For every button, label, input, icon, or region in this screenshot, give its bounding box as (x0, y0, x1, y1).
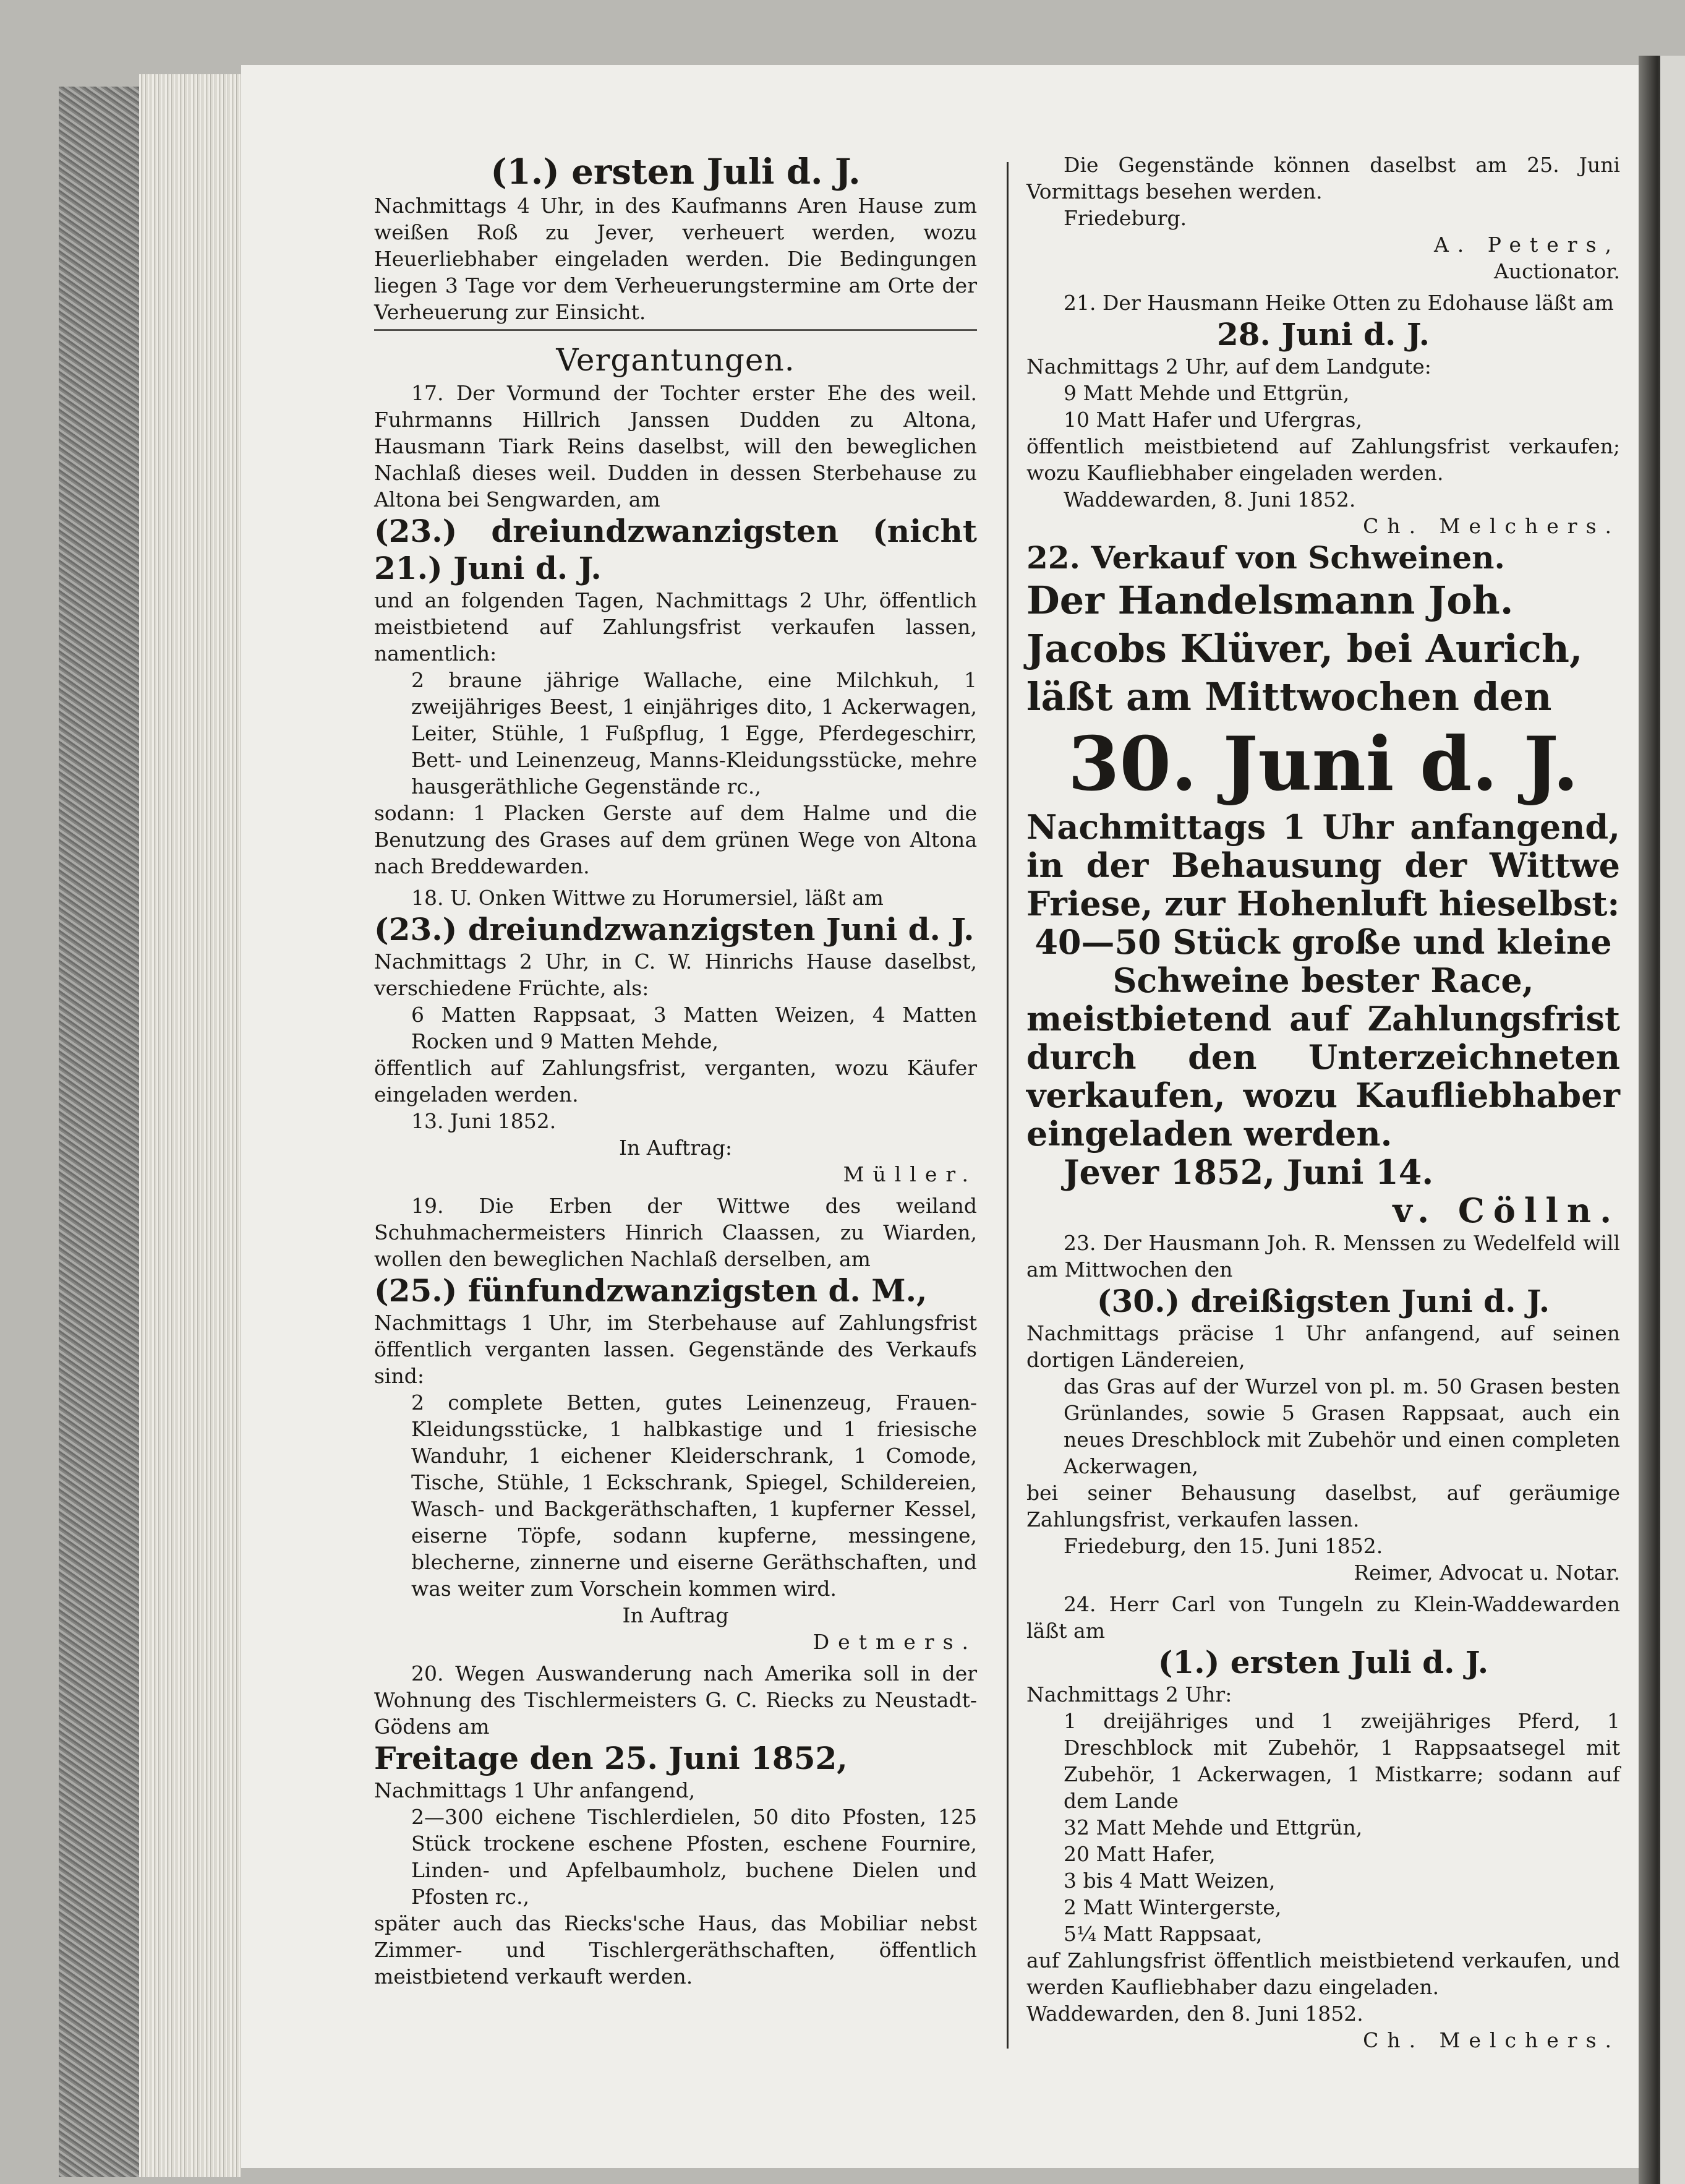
notice-20-date-heading: Freitage den 25. Juni 1852, (374, 1740, 848, 1776)
notice-24-closing: auf Zahlungsfrist öffentlich meistbietend verkaufen, und werden Kaufliebhaber dazu eingeladen. (1026, 1948, 1620, 1999)
notice-18-closing: öffentlich auf Zahlungsfrist, verganten, wozu Käufer eingeladen werden. (374, 1056, 977, 1107)
notice-24-date-heading: (1.) ersten Juli d. J. (1158, 1644, 1489, 1681)
notice-17-date-heading: (23.) dreiundzwanzigsten (nicht 21.) Juni d. J. (374, 513, 977, 586)
ad-continued-text: Die Gegenstände können daselbst am 25. Juni Vormittags besehen werden. (1026, 153, 1620, 203)
ad-continued-place: Friedeburg. (1064, 206, 1187, 230)
notice-22-text: Nachmittags 1 Uhr anfangend, in der Behausung der Wittwe Friese, zur Hohenluft hieselbst: (1026, 807, 1620, 923)
notice-22-closing: meistbietend auf Zahlungsfrist durch den Unterzeichneten verkaufen, wozu Kaufliebhaber eingeladen werden. (1026, 999, 1620, 1154)
notice-19-auftrag: In Auftrag (622, 1603, 729, 1627)
notice-17-items: 2 braune jährige Wallache, eine Milchkuh, 1 zweijähriges Beest, 1 einjähriges dito, 1 Ackerwagen, Leiter, Stühle, 1 Fußpflug, 1 Egge, Pferdegeschirr, Bett- und Leinenzeug, Manns-Kleidungsstücke, mehre hausgeräthliche Gegenstände rc., (411, 668, 977, 799)
notice-24-line: 32 Matt Mehde und Ettgrün, (1064, 1815, 1363, 1839)
notice-22-title (1026, 539, 1620, 576)
notice-22-item: Schweine bester Race, (1112, 961, 1534, 1000)
notice-23-intro: 23. Der Hausmann Joh. R. Menssen zu Wedelfeld will am Mittwochen den (1026, 1231, 1620, 1282)
notice-20-closing: später auch das Riecks'sche Haus, das Mobiliar nebst Zimmer- und Tischlergeräthschaften, öffentlich meistbietend verkauft werden. (374, 1911, 977, 1989)
right-column (1026, 152, 1620, 2053)
notice-17-sodann: sodann: 1 Placken Gerste auf dem Halme und die Benutzung des Grases auf dem grünen Wege von Altona nach Breddewarden. (374, 801, 977, 878)
notice-18-signature: Müller. (843, 1162, 977, 1186)
notice-23-items: das Gras auf der Wurzel von pl. m. 50 Grasen besten Grünlandes, sowie 5 Grasen Rappsaat, auch ein neues Dreschblock mit Zubehör und einen completen Ackerwagen, (1064, 1374, 1620, 1478)
notice-18-date: 13. Juni 1852. (411, 1109, 557, 1133)
ad-text: Nachmittags 4 Uhr, in des Kaufmanns Aren Hause zum weißen Roß zu Jever, verheuert werden, wozu Heuerliebhaber eingeladen werden. Die Bedingungen liegen 3 Tage vor dem Verheuerungstermine am Orte der Verheuerung zur Einsicht. (374, 194, 977, 324)
notice-21-item: 9 Matt Mehde und Ettgrün, (1064, 381, 1350, 405)
notice-20-intro: 20. Wegen Auswanderung nach Amerika soll in der Wohnung des Tischlermeisters G. C. Riecks zu Neustadt-Gödens am (374, 1661, 977, 1739)
notice-21-closing: öffentlich meistbietend auf Zahlungsfrist verkaufen; wozu Kaufliebhaber eingeladen werden. (1026, 434, 1620, 485)
notice-22-text: Der Handelsmann Joh. Jacobs Klüver, bei Aurich, läßt am Mittwochen den (1026, 578, 1583, 719)
notice-23-signature: Reimer, Advocat u. Notar. (1354, 1561, 1620, 1585)
ad-continued-role: Auctionator. (1494, 259, 1620, 283)
notice-21-intro: 21. Der Hausmann Heike Otten zu Edohause läßt am (1064, 291, 1614, 315)
notice-21-signature: Ch. Melchers. (1363, 514, 1620, 538)
ad-heading: (1.) ersten Juli d. J. (490, 152, 861, 192)
notice-18-text: Nachmittags 2 Uhr, in C. W. Hinrichs Hause daselbst, verschiedene Früchte, als: (374, 949, 977, 1000)
notice-19-items: 2 complete Betten, gutes Leinenzeug, Frauen-Kleidungsstücke, 1 halbkastige und 1 friesische Wanduhr, 1 eichener Kleiderschrank, 1 Comode, Tische, Stühle, 1 Eckschrank, Spiegel, Schildereien, Wasch- und Backgeräthschaften, 1 kupferner Kessel, eiserne Töpfe, sodann kupferne, messingene, blecherne, zinnerne und eiserne Geräthschaften, und was weiter zum Vorschein kommen wird. (411, 1390, 977, 1601)
facing-page-edge (1660, 56, 1685, 2184)
notice-24-line: 2 Matt Wintergerste, (1064, 1895, 1282, 1919)
notice-22-signature: v. Cölln. (1393, 1191, 1620, 1230)
notice-19-date-heading: (25.) fünfundzwanzigsten d. M., (374, 1272, 928, 1309)
notice-18-date-heading: (23.) dreiundzwanzigsten Juni d. J. (374, 911, 975, 948)
notice-24-line: 5¼ Matt Rappsaat, (1064, 1922, 1263, 1946)
page-edges (139, 74, 241, 2177)
notice-22-title-text: Verkauf von Schweinen. (1091, 539, 1505, 576)
notice-17-intro: 17. Der Vormund der Tochter erster Ehe des weil. Fuhrmanns Hillrich Janssen Dudden zu Altona, Hausmann Tiark Reins daselbst, will den beweglichen Nachlaß dieses weil. Dudden in dessen Sterbehause zu Altona bei Sengwarden, am (374, 381, 977, 512)
notice-19-signature: Detmers. (813, 1630, 977, 1654)
section-rule (374, 329, 977, 333)
book-cover-board (59, 87, 140, 2177)
notice-23-date-heading: (30.) dreißigsten Juni d. J. (1096, 1283, 1550, 1319)
left-column (374, 152, 977, 1990)
notice-23-text: Nachmittags präcise 1 Uhr anfangend, auf seinen dortigen Ländereien, (1026, 1321, 1620, 1372)
notice-22-date: Jever 1852, Juni 14. (1064, 1152, 1434, 1192)
notice-18-items: 6 Matten Rappsaat, 3 Matten Weizen, 4 Matten Rocken und 9 Matten Mehde, (411, 1003, 977, 1053)
notice-24-intro: 24. Herr Carl von Tungeln zu Klein-Waddewarden läßt am (1026, 1592, 1620, 1643)
notice-18-auftrag: In Auftrag: (618, 1136, 733, 1160)
notice-24-line: 3 bis 4 Matt Weizen, (1064, 1869, 1276, 1893)
notice-21-date-heading: 28. Juni d. J. (1216, 316, 1430, 353)
notice-24-text: Nachmittags 2 Uhr: (1026, 1682, 1232, 1707)
notice-21-text: Nachmittags 2 Uhr, auf dem Landgute: (1026, 354, 1431, 379)
notice-24-line: 20 Matt Hafer, (1064, 1842, 1216, 1866)
notice-19-text: Nachmittags 1 Uhr, im Sterbehause auf Zahlungsfrist öffentlich verganten lassen. Gegenstände des Verkaufs sind: (374, 1311, 977, 1388)
notice-21-date: Waddewarden, 8. Juni 1852. (1064, 487, 1356, 512)
column-divider (1007, 162, 1009, 2049)
notice-22-item: 40—50 Stück große und kleine (1034, 922, 1612, 962)
notice-19-intro: 19. Die Erben der Wittwe des weiland Schuhmachermeisters Hinrich Claassen, zu Wiarden, wollen den beweglichen Nachlaß derselben, am (374, 1194, 977, 1271)
notice-23-date: Friedeburg, den 15. Juni 1852. (1064, 1534, 1383, 1558)
notice-18-intro: 18. U. Onken Wittwe zu Horumersiel, läßt am (411, 886, 884, 910)
notice-23-closing: bei seiner Behausung daselbst, auf geräumige Zahlungsfrist, verkaufen lassen. (1026, 1481, 1620, 1531)
notice-24-date: Waddewarden, den 8. Juni 1852. (1026, 2002, 1363, 2026)
ad-continued-signature: A. Peters, (1433, 233, 1620, 257)
notice-17-text: und an folgenden Tagen, Nachmittags 2 Uhr, öffentlich meistbietend auf Zahlungsfrist verkaufen lassen, namentlich: (374, 588, 977, 666)
notice-20-items: 2—300 eichene Tischlerdielen, 50 dito Pfosten, 125 Stück trockene eschene Pfosten, eschene Fournire, Linden- und Apfelbaumholz, buchene Dielen und Pfosten rc., (411, 1805, 977, 1909)
notice-24-signature: Ch. Melchers. (1363, 2028, 1620, 2052)
notice-22-number: 22. (1026, 539, 1080, 576)
notice-22-date-heading: 30. Juni d. J. (1068, 721, 1579, 808)
notice-24-items: 1 dreijähriges und 1 zweijähriges Pferd, 1 Dreschblock mit Zubehör, 1 Rappsaatsegel mit Zubehör, 1 Ackerwagen, 1 Mistkarre; sodann auf dem Lande (1064, 1709, 1620, 1813)
notice-21-item: 10 Matt Hafer und Ufergras, (1064, 408, 1362, 432)
section-title: Vergantungen. (556, 342, 795, 378)
notice-20-text: Nachmittags 1 Uhr anfangend, (374, 1778, 696, 1802)
